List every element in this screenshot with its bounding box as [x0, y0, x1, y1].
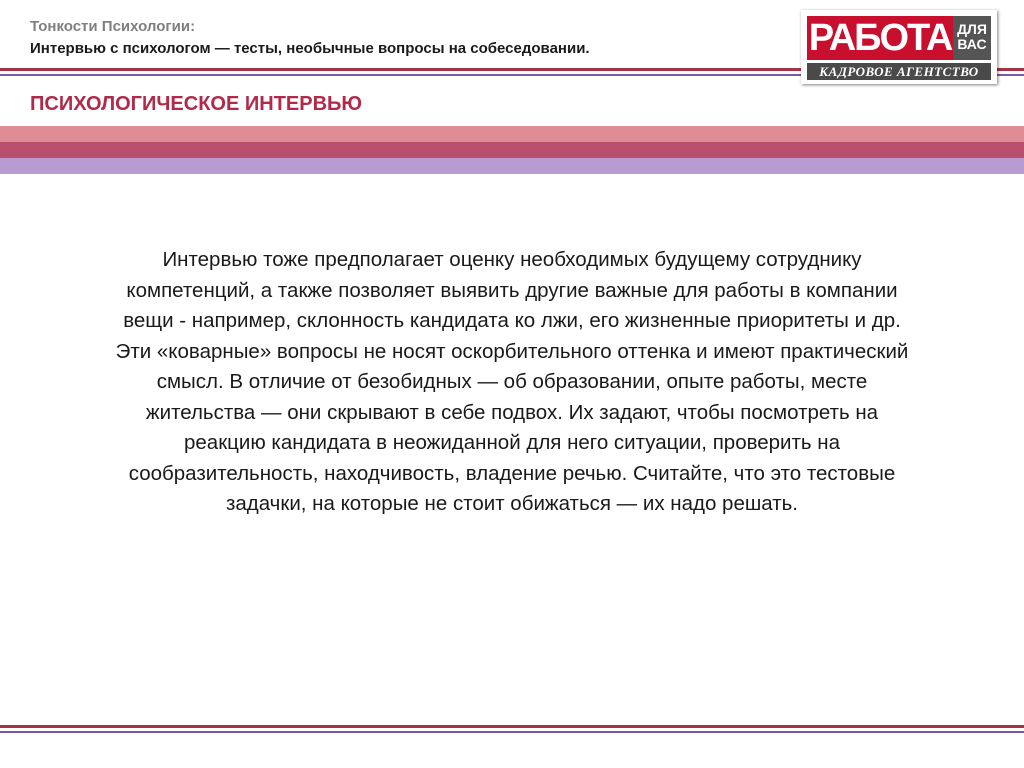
body-paragraph: Интервью тоже предполагает оценку необходимых будущему сотруднику компетенций, а также позволяет выявить другие важные для работы в компании вещи - например, склонность кандидата ко лжи, его жизненные приоритеты и др. Эти «коварные» вопросы не носят оскорбительного оттенка и имеют практический смысл. В отличие от безобидных — об образовании, опыте работы, месте жительства — они скрывают в себе подвох. Их задают, чтобы посмотреть на реакцию кандидата в неожиданной для него ситуации, проверить на сообразительность, находчивость, владение речью. Считайте, что это тестовые задачки, на которые не стоит обижаться — их надо решать. [115, 248, 909, 515]
decor-band-rose [0, 142, 1024, 158]
logo-agency: КАДРОВОЕ АГЕНТСТВО [807, 63, 991, 80]
logo-tag-line1: ДЛЯ [957, 21, 987, 37]
bottom-rule-red [0, 725, 1024, 728]
header-subtitle: Интервью с психологом — тесты, необычные вопросы на собеседовании. [30, 40, 590, 57]
logo-tag-line2: ВАС [957, 36, 987, 52]
header-kicker: Тонкости Психологии: [30, 18, 196, 35]
logo-tag [953, 16, 991, 60]
logo-main [807, 16, 991, 60]
agency-logo [801, 10, 997, 84]
logo-word: РАБОТА [808, 17, 952, 59]
bottom-rule-violet [0, 731, 1024, 733]
decor-band-lilac [0, 158, 1024, 174]
decor-band-pink [0, 126, 1024, 142]
section-title: ПСИХОЛОГИЧЕСКОЕ ИНТЕРВЬЮ [30, 93, 363, 115]
